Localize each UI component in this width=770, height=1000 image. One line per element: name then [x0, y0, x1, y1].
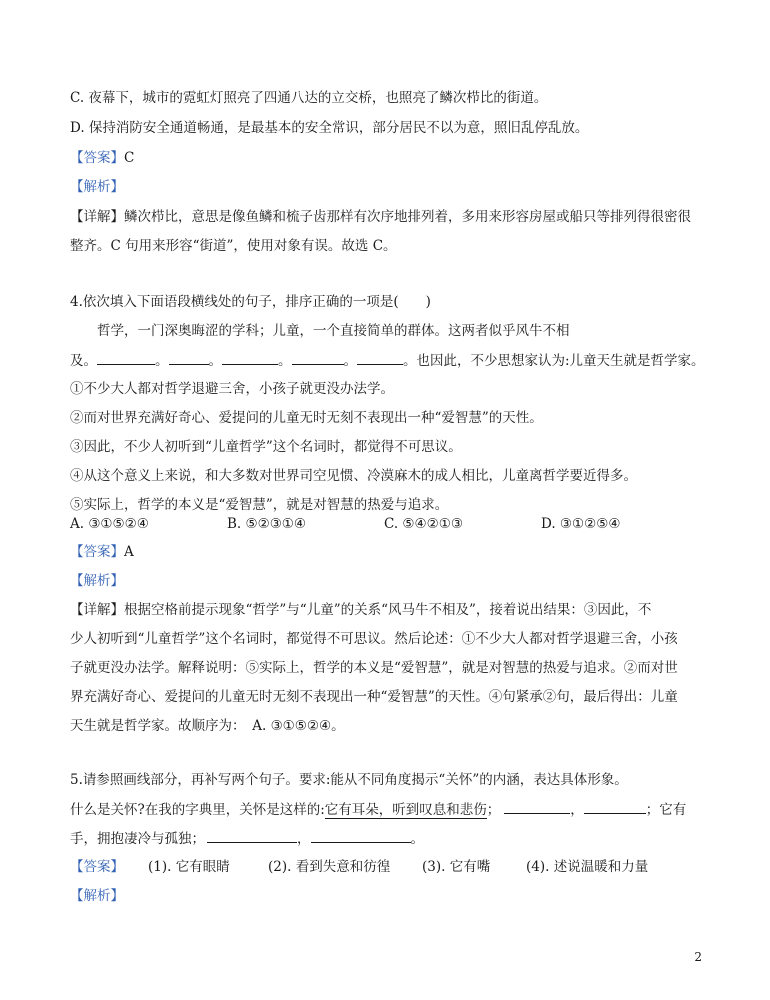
fill-blank[interactable] [504, 799, 570, 814]
question-4-paragraph-1: 哲学，一门深奥晦涩的学科；儿童，一个直接简单的群体。这两者似乎风牛不相 [97, 323, 570, 339]
detail-4-line-2: 少人初听到“儿童哲学”这个名词时，都觉得不可思议。然后论述：①不少大人都对哲学退避三舍，小孩 [70, 631, 678, 647]
answer-5-item-2: (2). 看到失意和彷徨 [268, 859, 391, 875]
question-5-line-2 [70, 828, 424, 849]
fill-blank[interactable] [357, 350, 403, 365]
answer-5-item-1: (1). 它有眼睛 [148, 859, 230, 875]
fill-blank[interactable] [311, 828, 411, 843]
underlined-example: 它有耳朵，听到叹息和悲伤 [324, 802, 487, 818]
answer-tag: 【答案】 [70, 150, 124, 166]
sentence-5: ⑤实际上，哲学的本义是“爱智慧”，就是对智慧的热爱与追求。 [70, 497, 449, 513]
option-b: B. ⑤②③①④ [227, 516, 307, 532]
option-a: A. ③①⑤②④ [70, 516, 149, 532]
sentence-1: ①不少大人都对哲学退避三舍，小孩子就更没办法学。 [70, 381, 394, 397]
option-d: D. ③①②⑤④ [541, 516, 621, 532]
page-number: 2 [694, 950, 702, 964]
detail-3-line-2: 整齐。C 句用来形容“街道”，使用对象有误。故选 C。 [70, 238, 397, 254]
sentence-2: ②而对世界充满好奇心、爱提问的儿童无时无刻不表现出一种“爱智慧”的天性。 [70, 410, 543, 426]
question-5-line-1 [70, 799, 686, 820]
fill-blank[interactable] [584, 799, 646, 814]
detail-text: 根据空格前提示现象“哲学”与“儿童”的关系“风马牛不相及”，接着说出结果：③因此，不 [124, 602, 652, 618]
text: 。 [343, 353, 357, 369]
answer-5-item-3: (3). 它有嘴 [422, 859, 491, 875]
text: ， [570, 802, 584, 818]
fill-blank[interactable] [207, 828, 297, 843]
option-d-line: D. 保持消防安全通道畅通，是最基本的安全常识，部分居民不以为意，照旧乱停乱放。 [70, 120, 589, 136]
detail-4-line-4: 界充满好奇心、爱提问的儿童无时无刻不表现出一种“爱智慧”的天性。④句紧承②句，最后得出：儿童 [70, 689, 678, 705]
detail-text: 鳞次栉比，意思是像鱼鳞和梳子齿那样有次序地排列着，多用来形容房屋或船只等排列得很密很 [124, 209, 691, 225]
text: ；它有 [645, 802, 687, 818]
sentence-3: ③因此，不少人初听到“儿童哲学”这个名词时，都觉得不可思议。 [70, 439, 462, 455]
question-4-paragraph-2 [70, 350, 705, 371]
text: 。 [155, 353, 169, 369]
detail-tag: 【详解】 [70, 209, 124, 225]
option-c-line: C. 夜幕下，城市的霓虹灯照亮了四通八达的立交桥，也照亮了鳞次栉比的街道。 [70, 90, 548, 106]
text: 。也因此，不少思想家认为:儿童天生就是哲学家。 [403, 353, 705, 369]
answer-tag: 【答案】 [70, 859, 124, 875]
answer-3 [70, 148, 134, 168]
fill-blank[interactable] [97, 350, 155, 365]
detail-4-line-5: 天生就是哲学家。故顺序为： A. ③①⑤②④。 [70, 718, 345, 734]
question-5-title: 5.请参照画线部分，再补写两个句子。要求:能从不同角度揭示“关怀”的内涵，表达具体形象。 [70, 772, 628, 788]
text: ； [486, 802, 501, 818]
analysis-tag-4: 【解析】 [70, 573, 124, 589]
sentence-4: ④从这个意义上来说，和大多数对世界司空见惯、冷漠麻木的成人相比，儿童离哲学要近得多。 [70, 468, 637, 484]
text: ， [297, 831, 311, 847]
detail-4-line-3: 子就更没办法学。解释说明：⑤实际上，哲学的本义是“爱智慧”，就是对智慧的热爱与追求。②而对世 [70, 660, 678, 676]
answer-value: C [124, 150, 135, 166]
answer-5 [70, 857, 649, 877]
answer-5-item-4: (4). 述说温暖和力量 [526, 859, 649, 875]
analysis-tag-3: 【解析】 [70, 179, 124, 195]
text: 。 [208, 353, 222, 369]
text: 。 [278, 353, 292, 369]
detail-tag: 【详解】 [70, 602, 124, 618]
question-4-title: 4.依次填入下面语段横线处的句子，排序正确的一项是( ) [70, 294, 431, 310]
answer-value: A [124, 544, 134, 560]
fill-blank[interactable] [222, 350, 278, 365]
answer-tag: 【答案】 [70, 544, 124, 560]
text: 及。 [70, 353, 97, 369]
fill-blank[interactable] [292, 350, 344, 365]
text: 什么是关怀?在我的字典里，关怀是这样的: [70, 802, 325, 818]
detail-3-line-1 [70, 207, 691, 227]
fill-blank[interactable] [169, 350, 209, 365]
option-c: C. ⑤④②①③ [384, 516, 463, 532]
analysis-tag-5: 【解析】 [70, 888, 124, 904]
text: 手，拥抱凄冷与孤独； [70, 831, 205, 847]
detail-4-line-1 [70, 600, 651, 620]
answer-4 [70, 542, 134, 562]
text: 。 [410, 831, 424, 847]
